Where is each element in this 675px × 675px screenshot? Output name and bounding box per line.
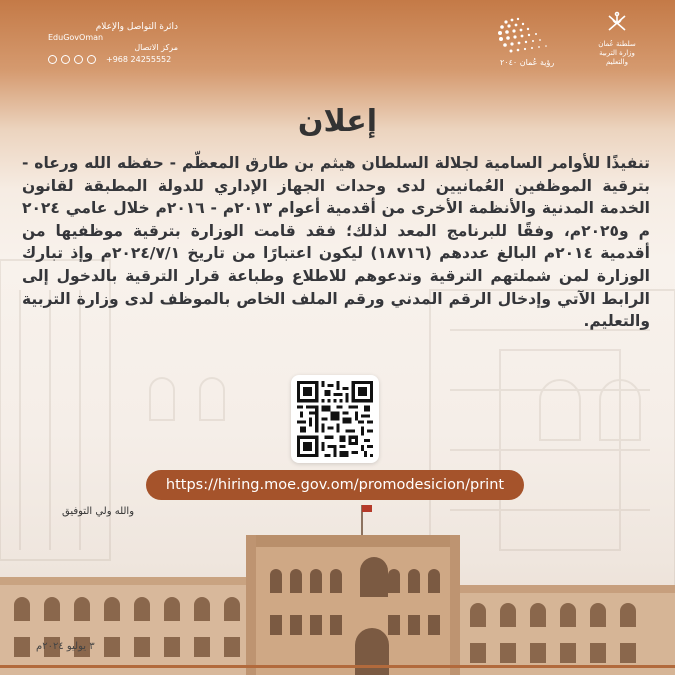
youtube-icon[interactable] [87, 55, 96, 64]
contact-center-label: مركز الاتصال [134, 43, 178, 52]
ministry-logo [592, 10, 642, 70]
x-icon[interactable] [48, 55, 57, 64]
qr-code-image [297, 381, 373, 457]
page-title: إعلان [297, 104, 378, 139]
ministry-building-image [0, 505, 675, 675]
social-row [48, 55, 178, 64]
announcement-date: ٣ يوليو ٢٠٢٤م [36, 641, 95, 652]
oman-emblem-icon [604, 10, 630, 36]
announcement-body: تنفيذًا للأوامر السامية لجلالة السلطان هيثم بن طارق المعظّم - حفظه الله ورعاه - بترقية الموظفين العُمانيين لدى وحدات الجهاز الإداري للدولة المطبقة لقانون الخدمة المدنية والأنظمة الأخرى من أقدمية أعوام ٢٠١٣م - ٢٠١٦م خلال عامي ٢٠٢٤ م و٢٠٢٥م، وفقًا للبرنامج المعد لذلك؛ فقد قامت الوزارة بترقية موظفيها من أقدمية ٢٠١٤م البالغ عددهم (١٨٧١٦) ليكون اعتبارًا من تاريخ ٢٠٢٤/٧/١م وإذ تبارك الوزارة لمن شملتهم الترقية وتدعوهم للاطلاع وطباعة قرار الترقية بالدخول إلى الرابط الآتي وإدخال الرقم المدني ورقم الملف الخاص بالموظف لدى وزارة التربية والتعليم. [22, 154, 651, 331]
contact-info-block [48, 22, 178, 64]
department-name: دائرة التواصل والإعلام [95, 22, 178, 32]
instagram-icon[interactable] [61, 55, 70, 64]
social-handle: EduGovOman [48, 33, 104, 42]
ministry-name: وزارة التربية والتعليم [599, 49, 635, 66]
phone-number: +968 24255552 [106, 55, 172, 64]
country-name: سلطنة عُمان [598, 40, 636, 48]
qr-code[interactable] [291, 375, 379, 463]
promotion-link[interactable]: https://hiring.moe.gov.om/promodesicion/print [146, 470, 524, 500]
facebook-icon[interactable] [74, 55, 83, 64]
vision-2040-text: رؤية عُمان ٢٠٤٠ [500, 58, 555, 67]
closing-phrase: والله ولي التوفيق [62, 506, 135, 517]
bottom-accent-line [0, 665, 675, 668]
